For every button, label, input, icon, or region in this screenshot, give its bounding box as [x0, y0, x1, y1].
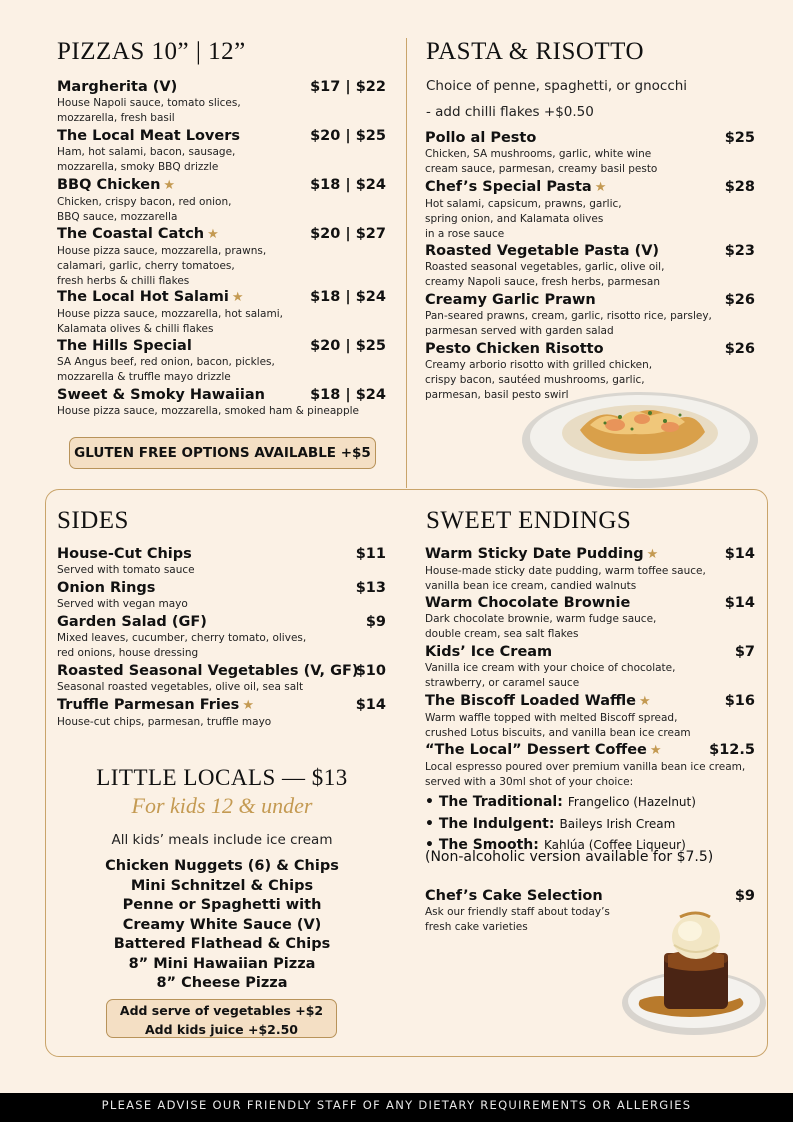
star-icon: ★: [649, 743, 662, 758]
item-description: [425, 309, 755, 339]
item-description: [425, 661, 755, 691]
coffee-option: [425, 813, 696, 835]
item-name-text: Onion Rings: [57, 580, 156, 596]
description-line: Vanilla ice cream with your choice of chocolate,: [425, 662, 676, 674]
description-line: Local espresso poured over premium vanilla bean ice cream,: [425, 761, 746, 773]
description-line: in a rose sauce: [425, 228, 505, 240]
menu-item: [57, 337, 386, 385]
description-line: House pizza sauce, mozzarella, prawns,: [57, 245, 267, 257]
description-line: Mixed leaves, cucumber, cherry tomato, olives,: [57, 632, 307, 644]
item-price: $17 | $22: [310, 79, 386, 95]
description-line: strawberry, or caramel sauce: [425, 677, 580, 689]
description-line: Hot salami, capsicum, prawns, garlic,: [425, 198, 622, 210]
kids-meal-item: Chicken Nuggets (6) & Chips: [105, 858, 339, 874]
item-name-text: Roasted Seasonal Vegetables (V, GF): [57, 663, 359, 679]
item-price: $18 | $24: [310, 289, 386, 305]
description-line: mozzarella, smoky BBQ drizzle: [57, 161, 219, 173]
item-name: [57, 579, 386, 597]
menu-item: [425, 242, 755, 290]
description-line: Ham, hot salami, bacon, sausage,: [57, 146, 236, 158]
item-name: [57, 662, 386, 680]
sides-title: SIDES: [57, 507, 129, 534]
item-name-text: Warm Chocolate Brownie: [425, 595, 631, 611]
item-price: $25: [724, 130, 755, 146]
non-alcoholic-note: (Non-alcoholic version available for $7.5): [425, 849, 714, 865]
item-name: [425, 242, 755, 260]
star-icon: ★: [646, 547, 659, 562]
description-line: Warm waffle topped with melted Biscoff spread,: [425, 712, 678, 724]
item-name: [425, 340, 755, 358]
description-line: fresh cake varieties: [425, 921, 528, 933]
coffee-option-name: • The Traditional:: [425, 794, 563, 810]
item-price: $13: [355, 580, 386, 596]
item-name: [425, 741, 755, 760]
item-name-text: The Biscoff Loaded Waffle: [425, 693, 637, 709]
item-price: $20 | $25: [310, 128, 386, 144]
star-icon: ★: [163, 178, 176, 193]
item-name-text: Garden Salad (GF): [57, 614, 207, 630]
description-line: parmesan served with garden salad: [425, 325, 614, 337]
item-price: $28: [724, 179, 755, 195]
dietary-footer: PLEASE ADVISE OUR FRIENDLY STAFF OF ANY DIETARY REQUIREMENTS OR ALLERGIES: [0, 1093, 793, 1122]
item-description: [57, 96, 386, 126]
item-description: [57, 631, 386, 661]
item-name: [425, 692, 755, 711]
kids-meal-item: Battered Flathead & Chips: [113, 936, 331, 952]
menu-item: [425, 594, 755, 642]
star-icon: ★: [639, 694, 651, 709]
item-name-text: House-Cut Chips: [57, 546, 192, 562]
item-description: [425, 711, 755, 741]
description-line: mozzarella, fresh basil: [57, 112, 175, 124]
item-description: [57, 404, 386, 419]
item-name: [425, 178, 755, 197]
cake-name: Chef’s Cake Selection: [425, 888, 603, 904]
item-price: $18 | $24: [310, 387, 386, 403]
description-line: red onions, house dressing: [57, 647, 199, 659]
item-price: $14: [724, 595, 755, 611]
coffee-options: [425, 791, 696, 856]
item-description: [425, 197, 755, 242]
kids-meal-item: 8” Mini Hawaiian Pizza: [128, 955, 316, 972]
item-name: [425, 545, 755, 564]
menu-item: [57, 613, 386, 661]
description-line: Creamy arborio risotto with grilled chicken,: [425, 359, 653, 371]
star-icon: ★: [207, 227, 219, 242]
item-price: $26: [724, 292, 755, 308]
coffee-option-name: • The Smooth:: [425, 837, 539, 853]
description-line: BBQ sauce, mozzarella: [57, 211, 178, 223]
pizzas-title: PIZZAS 10” | 12”: [57, 38, 246, 65]
item-description: [425, 147, 755, 177]
description-line: vanilla bean ice cream, candied walnuts: [425, 580, 637, 592]
little-locals-title: LITTLE LOCALS — $13: [96, 765, 348, 790]
coffee-option-name: • The Indulgent:: [425, 815, 555, 832]
menu-item: [57, 545, 386, 578]
cake-price: $9: [734, 888, 755, 904]
menu-item: [425, 643, 755, 691]
coffee-option-detail: Kahlúa (Coffee Liqueur): [543, 838, 686, 852]
item-description: [57, 597, 386, 612]
brownie-dessert-image: [620, 905, 768, 1040]
menu-item: [57, 176, 386, 225]
item-name-text: Kids’ Ice Cream: [425, 644, 553, 660]
pasta-intro-choice: Choice of penne, spaghetti, or gnocchi: [426, 78, 688, 94]
description-line: House-made sticky date pudding, warm toffee sauce,: [425, 565, 706, 577]
description-line: Served with vegan mayo: [57, 598, 188, 610]
star-icon: ★: [242, 698, 254, 713]
coffee-option-detail: Baileys Irish Cream: [559, 816, 676, 831]
description-line: House pizza sauce, mozzarella, smoked ham & pineapple: [57, 405, 359, 417]
item-price: $26: [724, 341, 755, 357]
menu-item: [425, 291, 755, 339]
item-description: [57, 680, 386, 695]
item-price: $12.5: [709, 742, 755, 758]
item-price: $11: [355, 546, 386, 562]
item-name: [425, 643, 755, 661]
kids-meal-item: Creamy White Sauce (V): [122, 916, 322, 933]
item-description: [57, 307, 386, 337]
item-description: [425, 760, 755, 790]
description-line: creamy Napoli sauce, fresh herbs, parmesan: [425, 276, 660, 288]
item-description: [425, 260, 755, 290]
description-line: crispy bacon, sautéed mushrooms, garlic,: [425, 374, 645, 386]
kids-meal-list: [57, 857, 387, 994]
pasta-dish-image: [520, 385, 760, 490]
menu-item: [425, 545, 755, 594]
item-name-text: Warm Sticky Date Pudding: [425, 546, 644, 562]
description-line: crushed Lotus biscuits, and vanilla bean ice cream: [425, 727, 691, 739]
menu-item: [425, 741, 755, 790]
sweet-endings-title: SWEET ENDINGS: [426, 507, 632, 534]
item-name-text: The Coastal Catch: [57, 226, 205, 242]
menu-item: [425, 692, 755, 741]
kids-meal-item: Penne or Spaghetti with: [122, 897, 322, 913]
menu-item: [57, 662, 386, 695]
description-line: House-cut chips, parmesan, truffle mayo: [57, 716, 272, 728]
description-line: Seasonal roasted vegetables, olive oil, sea salt: [57, 681, 304, 693]
star-icon: ★: [231, 290, 244, 305]
item-price: $18 | $24: [310, 177, 386, 193]
item-name-text: Creamy Garlic Prawn: [425, 292, 596, 308]
item-name: [425, 129, 755, 147]
item-name-text: The Local Meat Lovers: [57, 128, 240, 144]
kids-addons-badge: [106, 999, 337, 1038]
item-name-text: Truffle Parmesan Fries: [57, 697, 240, 713]
kids-meal-item: 8” Cheese Pizza: [156, 975, 288, 991]
item-name-text: Margherita (V): [57, 79, 178, 95]
menu-item: [57, 386, 386, 419]
description-line: parmesan, basil pesto swirl: [425, 389, 569, 401]
item-name-text: Pollo al Pesto: [425, 130, 537, 146]
description-line: Roasted seasonal vegetables, garlic, olive oil,: [425, 261, 665, 273]
item-name-text: Chef’s Special Pasta: [425, 179, 592, 195]
menu-item: [57, 696, 386, 730]
description-line: calamari, garlic, cherry tomatoes,: [57, 260, 235, 272]
item-name: [425, 291, 755, 309]
description-line: Ask our friendly staff about today’s: [425, 906, 610, 918]
item-description: [57, 715, 386, 730]
little-locals-note: All kids’ meals include ice cream: [111, 832, 333, 848]
description-line: served with a 30ml shot of your choice:: [425, 776, 634, 788]
description-line: House Napoli sauce, tomato slices,: [57, 97, 241, 109]
gluten-free-badge: GLUTEN FREE OPTIONS AVAILABLE +$5: [69, 437, 376, 469]
pasta-title: PASTA & RISOTTO: [426, 38, 645, 65]
item-price: $7: [734, 644, 755, 660]
addon-juice: Add kids juice +$2.50: [145, 1022, 298, 1037]
description-line: double cream, sea salt flakes: [425, 628, 579, 640]
description-line: Pan-seared prawns, cream, garlic, risotto rice, parsley,: [425, 310, 712, 322]
description-line: Chicken, SA mushrooms, garlic, white wine: [425, 148, 652, 160]
coffee-option: [425, 791, 696, 813]
item-name: [425, 594, 755, 612]
item-name-text: Pesto Chicken Risotto: [425, 341, 604, 357]
menu-item: [425, 178, 755, 242]
item-price: $9: [365, 614, 386, 630]
menu-item: [57, 579, 386, 612]
item-price: $23: [724, 243, 755, 259]
item-description: [425, 612, 755, 642]
description-line: Chicken, crispy bacon, red onion,: [57, 196, 232, 208]
coffee-option-detail: Frangelico (Hazelnut): [567, 795, 696, 809]
pasta-intro-chilli: - add chilli flakes +$0.50: [426, 104, 594, 120]
column-divider: [406, 38, 407, 488]
addon-vegetables: Add serve of vegetables +$2: [119, 1003, 324, 1018]
description-line: spring onion, and Kalamata olives: [425, 213, 604, 225]
item-name-text: The Hills Special: [57, 338, 192, 354]
item-price: $20 | $27: [310, 226, 386, 242]
kids-meal-item: Mini Schnitzel & Chips: [130, 877, 314, 894]
item-name: [57, 545, 386, 563]
menu-item: [425, 129, 755, 177]
item-description: [57, 145, 386, 175]
item-name-text: Sweet & Smoky Hawaiian: [57, 387, 265, 403]
description-line: Kalamata olives & chilli flakes: [57, 323, 214, 335]
item-description: [57, 195, 386, 225]
menu-item: [57, 225, 386, 289]
item-description: [57, 355, 386, 385]
item-name-text: Roasted Vegetable Pasta (V): [425, 243, 660, 259]
item-description: [57, 244, 386, 289]
item-price: $14: [724, 546, 755, 562]
item-name-text: The Local Hot Salami: [57, 289, 229, 305]
description-line: fresh herbs & chilli flakes: [57, 275, 190, 287]
description-line: House pizza sauce, mozzarella, hot salami,: [57, 308, 283, 320]
star-icon: ★: [594, 180, 607, 195]
menu-item: [57, 78, 386, 126]
description-line: mozzarella & truffle mayo drizzle: [57, 371, 231, 383]
description-line: Served with tomato sauce: [57, 564, 195, 576]
item-name-text: BBQ Chicken: [57, 177, 161, 193]
little-locals-subtitle: For kids 12 & under: [131, 793, 313, 818]
item-price: $10: [355, 663, 386, 679]
item-name: [57, 613, 386, 631]
item-description: [57, 563, 386, 578]
item-price: $20 | $25: [310, 338, 386, 354]
description-line: SA Angus beef, red onion, bacon, pickles,: [57, 356, 275, 368]
item-name: [57, 696, 386, 715]
item-name-text: “The Local” Dessert Coffee: [425, 742, 647, 758]
item-description: [425, 564, 755, 594]
description-line: Dark chocolate brownie, warm fudge sauce,: [425, 613, 657, 625]
menu-item: [57, 127, 386, 175]
item-price: $14: [355, 697, 386, 713]
item-price: $16: [724, 693, 755, 709]
description-line: cream sauce, parmesan, creamy basil pesto: [425, 163, 658, 175]
menu-item: [57, 288, 386, 337]
